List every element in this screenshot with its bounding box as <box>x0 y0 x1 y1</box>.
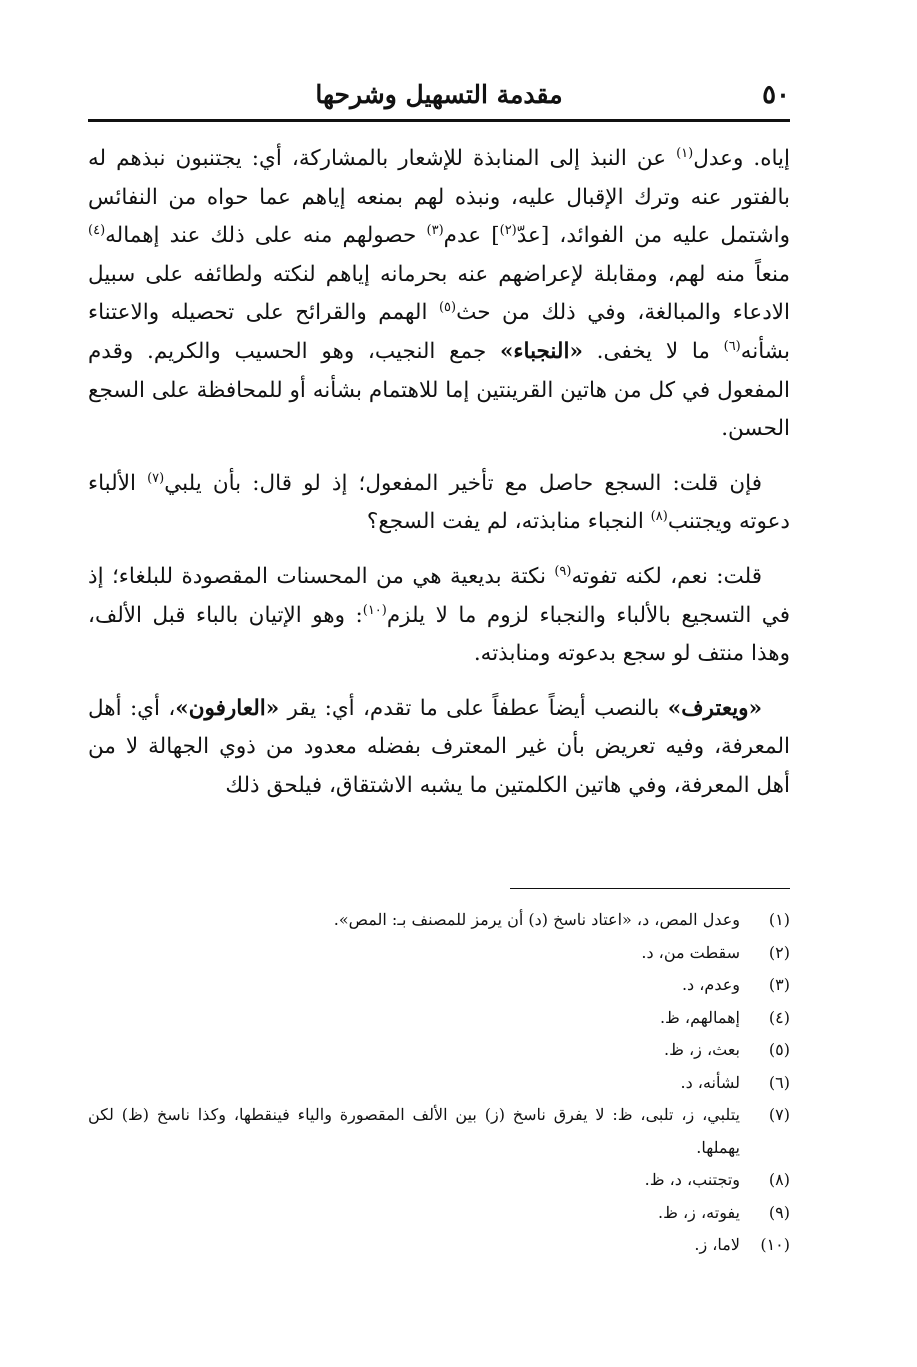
footnote-number: (٢) <box>768 942 790 962</box>
footnote-separator <box>510 888 790 889</box>
footnote-ref-6: (٦) <box>723 338 741 354</box>
footnote-text: بعث، ز، ظ. <box>664 1040 740 1059</box>
footnote-text: يتلبي، ز، تلبى، ظ: لا يفرق ناسخ (ز) بين الألف المقصورة والياء فينقطها، وكذا ناسخ (ظ) لكن يهملها. <box>88 1105 740 1157</box>
text-run: حصولهم منه على ذلك عند إهماله <box>105 223 427 249</box>
text-run: ، أي: أهل المعرفة، وفيه تعريض بأن غير المعترف بفضله معدود من ذوي الجهالة لا من أهل المعرفة، وفي هاتين الكلمتين ما يشبه الاشتقاق، فيلحق ذلك <box>88 695 790 798</box>
footnote-number: (١) <box>768 910 790 929</box>
footnote-ref-5: (٥) <box>438 300 457 316</box>
text-run: نكتة بديعية هي من المحسنات المقصودة للبلغاء؛ إذ في التسجيع بالألباء والنجباء لزوم ما لا يلزم <box>88 563 790 628</box>
footnote-number: (٥) <box>768 1040 790 1059</box>
main-text <box>88 140 790 806</box>
footnote-ref-8: (٨) <box>650 509 668 525</box>
footnote-number: (٦) <box>768 1072 790 1092</box>
text-run: إياه. وعدل <box>693 146 790 171</box>
footnote-text: يفوته، ز، ظ. <box>658 1202 740 1222</box>
text-run: جمع النجيب، وهو الحسيب والكريم. وقدم المفعول في كل من هاتين القرينتين إما للاهتمام بشأنه أو للمحافظة على السجع الحسن. <box>88 338 790 442</box>
footnote-ref-4: (٤) <box>88 223 106 239</box>
footnote-10 <box>88 1229 790 1262</box>
text-run: فإن قلت: السجع حاصل مع تأخير المفعول؛ إذ لو قال: بأن يلبي <box>164 470 762 496</box>
footnote-4 <box>88 1002 790 1035</box>
footnote-number: (٣) <box>768 975 790 994</box>
text-run: الهمم والقرائح على تحصيله والاعتناء بشأنه <box>88 300 790 364</box>
footnote-text: إهمالهم، ظ. <box>659 1007 740 1027</box>
paragraph-3 <box>88 558 790 674</box>
footnote-ref-3: (٣) <box>426 223 444 239</box>
text-run: قلت: نعم، لكنه تفوته <box>571 563 762 589</box>
footnote-text: وعدم، د. <box>681 975 740 994</box>
page-number: ٥٠ <box>762 80 790 110</box>
header-rule <box>88 119 790 122</box>
footnote-text: لشأنه، د. <box>680 1072 740 1092</box>
footnote-6 <box>88 1067 790 1100</box>
footnote-3 <box>88 969 790 1002</box>
text-run: ما لا يخفى. <box>582 338 724 364</box>
footnote-ref-10: (١٠) <box>362 602 387 618</box>
footnotes <box>88 904 790 1262</box>
footnote-number: (٤) <box>768 1007 790 1027</box>
footnote-7 <box>88 1099 790 1164</box>
keyword-nujaba: «النجباء» <box>499 338 583 364</box>
footnote-1 <box>88 904 790 937</box>
footnote-number: (٩) <box>768 1202 790 1222</box>
text-run: بالنصب أيضاً عطفاً على ما تقدم، أي: يقر <box>279 695 668 721</box>
footnote-ref-1: (١) <box>676 145 694 161</box>
keyword-yaatarif: «ويعترف» <box>667 695 763 721</box>
footnote-ref-9: (٩) <box>554 563 572 579</box>
text-run: : وهو الإتيان بالباء قبل الألف، وهذا منتف لو سجع بدعوته ومنابذته. <box>88 602 790 667</box>
footnote-5 <box>88 1034 790 1067</box>
paragraph-2 <box>88 465 790 542</box>
footnote-text: لاما، ز. <box>694 1235 740 1254</box>
footnote-text: سقطت من، د. <box>641 942 740 962</box>
text-run: منعاً منه لهم، ومقابلة لإعراضهم عنه بحرمانه إياهم لنكته ولطائفه على سبيل الادعاء والمبالغة، وفي ذلك من حث <box>88 261 790 326</box>
footnote-9 <box>88 1197 790 1230</box>
keyword-arifun: «العارفون» <box>175 695 280 721</box>
running-header <box>88 78 790 118</box>
footnote-ref-2: (٢) <box>499 223 517 239</box>
text-run: ] عدم <box>443 223 500 249</box>
footnote-text: وعدل المص، د، «اعتاد ناسخ (د) أن يرمز للمصنف بـ: المص». <box>333 910 740 929</box>
text-run: النجباء منابذته، لم يفت السجع؟ <box>366 509 651 535</box>
running-title: مقدمة التسهيل وشرحها <box>315 80 563 109</box>
footnote-8 <box>88 1164 790 1197</box>
footnote-ref-7: (٧) <box>147 470 165 486</box>
footnote-text: وتجتنب، د، ظ. <box>644 1170 740 1189</box>
paragraph-1 <box>88 140 790 449</box>
footnote-number: (٧) <box>768 1105 790 1124</box>
text-run: الألباء دعوته ويجتنب <box>88 470 790 535</box>
text-run: عن النبذ إلى المنابذة للإشعار بالمشاركة، أي: يجتنبون نبذهم له بالفتور عنه وترك الإقبال عليه، ونبذه لهم بمنعه إياهم عما حواه من النفائس واشتمل عليه من الفوائد، [عدّ <box>88 146 790 249</box>
paragraph-4 <box>88 690 790 806</box>
footnote-number: (٨) <box>768 1170 790 1189</box>
footnote-2 <box>88 937 790 970</box>
footnote-number: (١٠) <box>760 1235 790 1254</box>
